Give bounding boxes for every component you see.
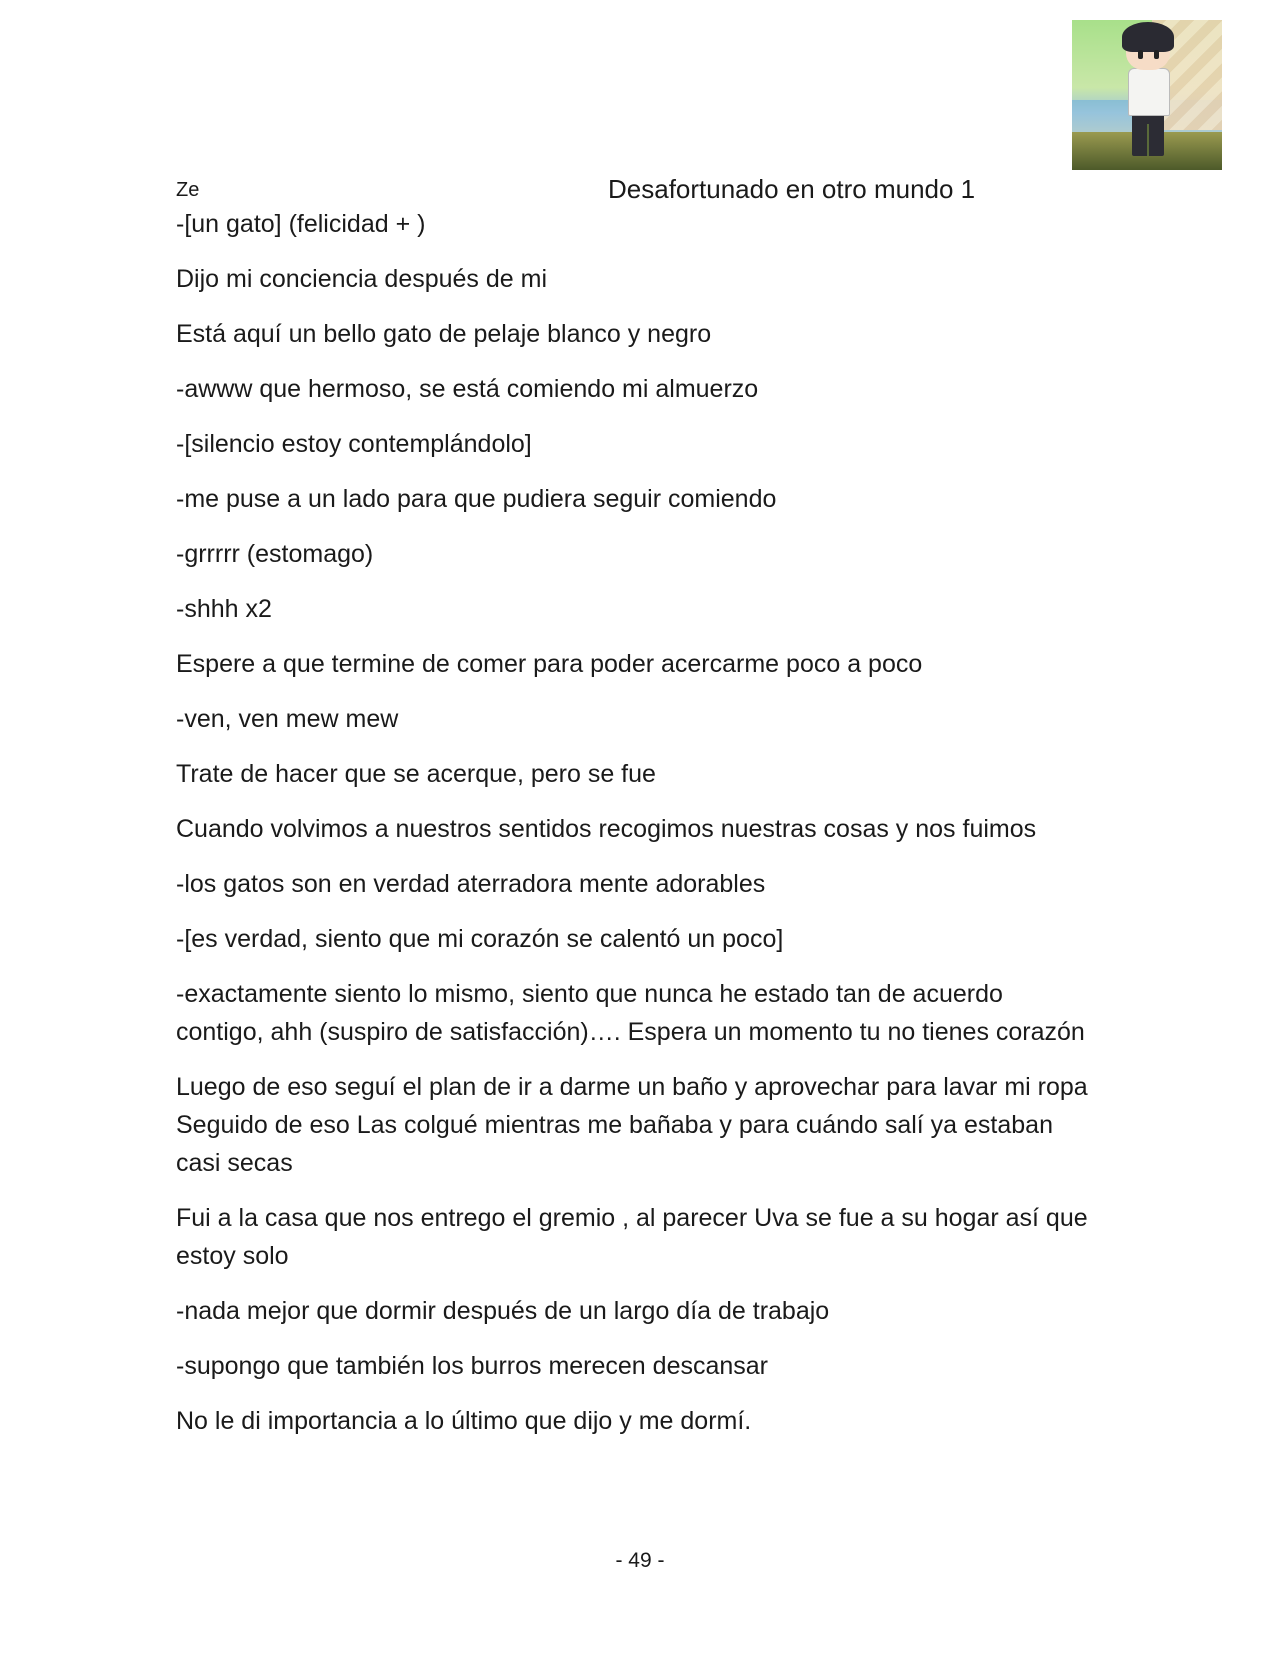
running-header-title: Desafortunado en otro mundo 1 [608, 174, 976, 204]
character-eye-right [1154, 50, 1159, 59]
paragraph: -shhh x2 [176, 595, 272, 623]
running-header-author: Ze [176, 179, 200, 201]
paragraph: -[un gato] (felicidad + ) [176, 210, 426, 238]
paragraph: Dijo mi conciencia después de mi [176, 265, 548, 293]
character-eye-left [1138, 50, 1143, 59]
character-leg-gap [1147, 124, 1149, 156]
paragraph: -exactamente siento lo mismo, siento que nunca he estado tan de acuerdo contigo, ahh (suspiro de satisfacción)…. Espera un momento tu no tienes corazón [176, 980, 1085, 1046]
character-portrait-icon [1072, 20, 1222, 170]
character-shirt [1128, 68, 1170, 116]
body-text [176, 205, 1096, 1457]
paragraph: -[silencio estoy contemplándolo] [176, 430, 532, 458]
paragraph: Cuando volvimos a nuestros sentidos recogimos nuestras cosas y nos fuimos [176, 815, 1037, 843]
paragraph: -awww que hermoso, se está comiendo mi almuerzo [176, 375, 759, 403]
paragraph: -supongo que también los burros merecen descansar [176, 1352, 769, 1380]
paragraph: -grrrrr (estomago) [176, 540, 374, 568]
paragraph: -nada mejor que dormir después de un largo día de trabajo [176, 1297, 830, 1325]
paragraph: Espere a que termine de comer para poder acercarme poco a poco [176, 650, 923, 678]
paragraph: -[es verdad, siento que mi corazón se calentó un poco] [176, 925, 784, 953]
page-number: - 49 - [615, 1549, 665, 1572]
paragraph: No le di importancia a lo último que dijo y me dormí. [176, 1407, 752, 1435]
paragraph: Luego de eso seguí el plan de ir a darme un baño y aprovechar para lavar mi ropa Seguido de eso Las colgué mientras me bañaba y para cuándo salí ya estaban casi secas [176, 1073, 1088, 1177]
paragraph: -me puse a un lado para que pudiera seguir comiendo [176, 485, 777, 513]
paragraph: Trate de hacer que se acerque, pero se fue [176, 760, 656, 788]
character-hair [1122, 22, 1174, 52]
paragraph: -los gatos son en verdad aterradora mente adorables [176, 870, 766, 898]
paragraph: Está aquí un bello gato de pelaje blanco y negro [176, 320, 712, 348]
paragraph: Fui a la casa que nos entrego el gremio , al parecer Uva se fue a su hogar así que estoy solo [176, 1204, 1088, 1270]
paragraph: -ven, ven mew mew [176, 705, 399, 733]
